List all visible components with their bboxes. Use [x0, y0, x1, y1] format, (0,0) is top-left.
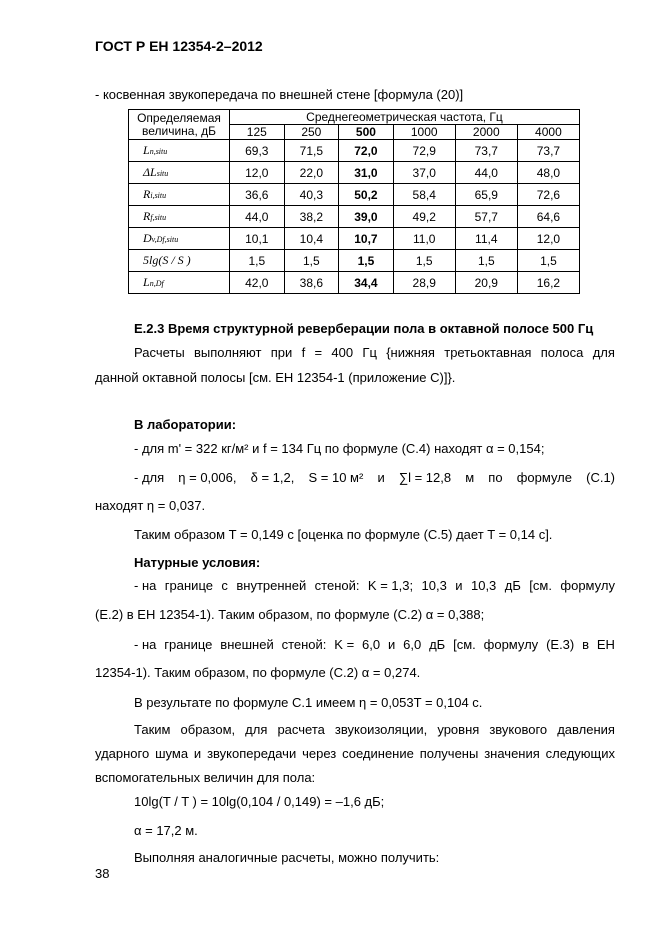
table-cell: 20,9 — [455, 272, 517, 294]
formula-ratio: 10lg(T / T ) = 10lg(0,104 / 0,149) = –1,6 дБ; — [134, 794, 385, 809]
table-row — [129, 184, 580, 206]
table-cell: 1,5 — [230, 250, 285, 272]
para1-line2: данной октавной полосы [см. ЕН 12354-1 (приложение С)]}. — [95, 370, 456, 385]
lab-line1: - для m' = 322 кг/м² и f = 134 Гц по формуле (С.4) находят α = 0,154; — [134, 441, 545, 456]
field-line1 — [134, 578, 615, 593]
word: и — [388, 637, 396, 652]
word: ЕН — [596, 637, 615, 652]
table-cell: 11,4 — [455, 228, 517, 250]
word: 10,3 — [421, 578, 447, 593]
table-cell: 1,5 — [455, 250, 517, 272]
table-cell: 58,4 — [393, 184, 455, 206]
table-freq-cell: 1000 — [393, 125, 455, 140]
para2-line1 — [134, 722, 615, 737]
table-cell: 49,2 — [393, 206, 455, 228]
word: - для — [134, 470, 165, 485]
table-row-label: 5lg(S / S ) — [129, 250, 230, 272]
word: S = 10 м² — [308, 470, 364, 485]
table-row-label: Ln,situ — [129, 140, 230, 162]
word: Таким — [134, 722, 171, 737]
table-freq-cell: 500 — [339, 125, 394, 140]
table-freq-cell: 125 — [230, 125, 285, 140]
word: 10,3 — [470, 578, 497, 593]
table-row — [129, 272, 580, 294]
table-cell: 38,2 — [284, 206, 339, 228]
table-cell: 37,0 — [393, 162, 455, 184]
table-cell: 28,9 — [393, 272, 455, 294]
table-cell: 64,6 — [517, 206, 579, 228]
table-cell: 12,0 — [517, 228, 579, 250]
table-cell: 1,5 — [393, 250, 455, 272]
word: следующих — [545, 746, 615, 761]
table-cell: 12,0 — [230, 162, 285, 184]
word: по — [488, 470, 503, 485]
table-cell: 36,6 — [230, 184, 285, 206]
table-cell: 72,0 — [339, 140, 394, 162]
table-cell: 71,5 — [284, 140, 339, 162]
word: стеной: — [314, 578, 360, 593]
word: третьоктавная — [444, 345, 532, 360]
word: η = 0,006, — [178, 470, 237, 485]
table-row-label: Rf,situ — [129, 206, 230, 228]
word: шума — [155, 746, 189, 761]
word: (С.1) — [586, 470, 615, 485]
word: выполняют — [194, 345, 262, 360]
word: с — [221, 578, 228, 593]
table-cell: 44,0 — [455, 162, 517, 184]
word: [см. — [529, 578, 552, 593]
word: формулу — [560, 578, 615, 593]
word: границе — [164, 578, 213, 593]
page-number: 38 — [95, 866, 110, 881]
table-freq-cell: 2000 — [455, 125, 517, 140]
table-cell: 11,0 — [393, 228, 455, 250]
word: - на — [134, 637, 157, 652]
word: {нижняя — [386, 345, 435, 360]
table-freq-cell: 4000 — [517, 125, 579, 140]
table-cell: 1,5 — [517, 250, 579, 272]
table-col-header: Определяемая величина, дБ — [129, 110, 230, 140]
word: давления — [557, 722, 615, 737]
word: звукового — [489, 722, 548, 737]
table-cell: 57,7 — [455, 206, 517, 228]
table-cell: 73,7 — [455, 140, 517, 162]
table-cell: 10,4 — [284, 228, 339, 250]
word: внешней — [220, 637, 274, 652]
word: получены — [419, 746, 479, 761]
formula-alpha: α = 17,2 м. — [134, 823, 198, 838]
table-row-label: Dv,Df,situ — [129, 228, 230, 250]
table-cell: 38,6 — [284, 272, 339, 294]
table-cell: 31,0 — [339, 162, 394, 184]
table-row-label: ΔLsitu — [129, 162, 230, 184]
lab-line4: Таким образом T = 0,149 с [оценка по формуле (С.5) дает T = 0,14 с]. — [134, 527, 553, 542]
data-table — [128, 109, 580, 294]
lab-line3: находят η = 0,037. — [95, 498, 206, 513]
word: границе — [164, 637, 213, 652]
word: значения — [484, 746, 540, 761]
word: образом, — [180, 722, 236, 737]
table-row — [129, 250, 580, 272]
word: K = — [334, 637, 355, 652]
table-row — [129, 228, 580, 250]
word: δ = 1,2, — [250, 470, 295, 485]
lab-line2 — [134, 470, 615, 485]
word: [см. — [453, 637, 476, 652]
word: формуле — [516, 470, 572, 485]
table-cell: 34,4 — [339, 272, 394, 294]
table-cell: 10,7 — [339, 228, 394, 250]
table-freq-header: Среднегеометрическая частота, Гц — [230, 110, 580, 125]
table-cell: 50,2 — [339, 184, 394, 206]
para2-line3: вспомогательных величин для пола: — [95, 770, 316, 785]
field-heading: Натурные условия: — [134, 555, 261, 570]
table-row-label: Ln,Df — [129, 272, 230, 294]
table-cell: 72,6 — [517, 184, 579, 206]
word: и — [455, 578, 463, 593]
table-cell: 72,9 — [393, 140, 455, 162]
word: Расчеты — [134, 345, 185, 360]
table-cell: 42,0 — [230, 272, 285, 294]
word: м — [465, 470, 475, 485]
word: и — [377, 470, 385, 485]
table-freq-cell: 250 — [284, 125, 339, 140]
table-cell: 39,0 — [339, 206, 394, 228]
word: 6,0 — [403, 637, 422, 652]
word: звукоизоляции, — [334, 722, 428, 737]
word: 6,0 — [362, 637, 381, 652]
word: и — [193, 746, 202, 761]
intro-line: - косвенная звукопередача по внешней стене [формула (20)] — [95, 87, 464, 102]
table-row-label: Ri,situ — [129, 184, 230, 206]
word: дБ — [429, 637, 446, 652]
word: f — [301, 345, 306, 360]
word: расчета — [277, 722, 325, 737]
word: полоса — [540, 345, 584, 360]
table-cell: 44,0 — [230, 206, 285, 228]
table-cell: 22,0 — [284, 162, 339, 184]
word: уровня — [437, 722, 480, 737]
table-cell: 40,3 — [284, 184, 339, 206]
word: стеной: — [281, 637, 327, 652]
field-line4: 12354-1). Таким образом, по формуле (С.2) α = 0,274. — [95, 665, 421, 680]
word: внутренней — [236, 578, 307, 593]
closing-line: Выполняя аналогичные расчеты, можно получить: — [134, 850, 440, 865]
table-cell: 73,7 — [517, 140, 579, 162]
document-header: ГОСТ Р ЕН 12354-2–2012 — [95, 38, 263, 54]
word: звукопередачи — [207, 746, 297, 761]
field-line3 — [134, 637, 615, 652]
word: Гц — [362, 345, 377, 360]
table-cell: 1,5 — [284, 250, 339, 272]
word: для — [592, 345, 615, 360]
word: формулу — [483, 637, 539, 652]
table-row — [129, 162, 580, 184]
word: для — [245, 722, 268, 737]
word: 400 — [331, 345, 354, 360]
word: ∑l = 12,8 — [398, 470, 452, 485]
table-row — [129, 206, 580, 228]
word: (Е.3) — [546, 637, 575, 652]
table-cell: 65,9 — [455, 184, 517, 206]
result-line: В результате по формуле С.1 имеем η = 0,053T = 0,104 с. — [134, 695, 483, 710]
field-line2: (Е.2) в ЕН 12354-1). Таким образом, по формуле (С.2) α = 0,388; — [95, 607, 485, 622]
word: в — [582, 637, 590, 652]
table-cell: 48,0 — [517, 162, 579, 184]
word: - на — [134, 578, 157, 593]
word: соединение — [342, 746, 414, 761]
para1-line1 — [134, 345, 615, 360]
table-cell: 16,2 — [517, 272, 579, 294]
table-row — [129, 140, 580, 162]
table-cell: 10,1 — [230, 228, 285, 250]
word: = — [314, 345, 323, 360]
lab-heading: В лаборатории: — [134, 417, 237, 432]
para2-line2 — [95, 746, 615, 761]
word: через — [302, 746, 337, 761]
word: при — [270, 345, 293, 360]
word: ударного — [95, 746, 150, 761]
word: дБ — [504, 578, 521, 593]
section-title: Е.2.3 Время структурной реверберации пола в октавной полосе 500 Гц — [134, 321, 594, 336]
table-cell: 1,5 — [339, 250, 394, 272]
table-cell: 69,3 — [230, 140, 285, 162]
word: K = 1,3; — [367, 578, 414, 593]
